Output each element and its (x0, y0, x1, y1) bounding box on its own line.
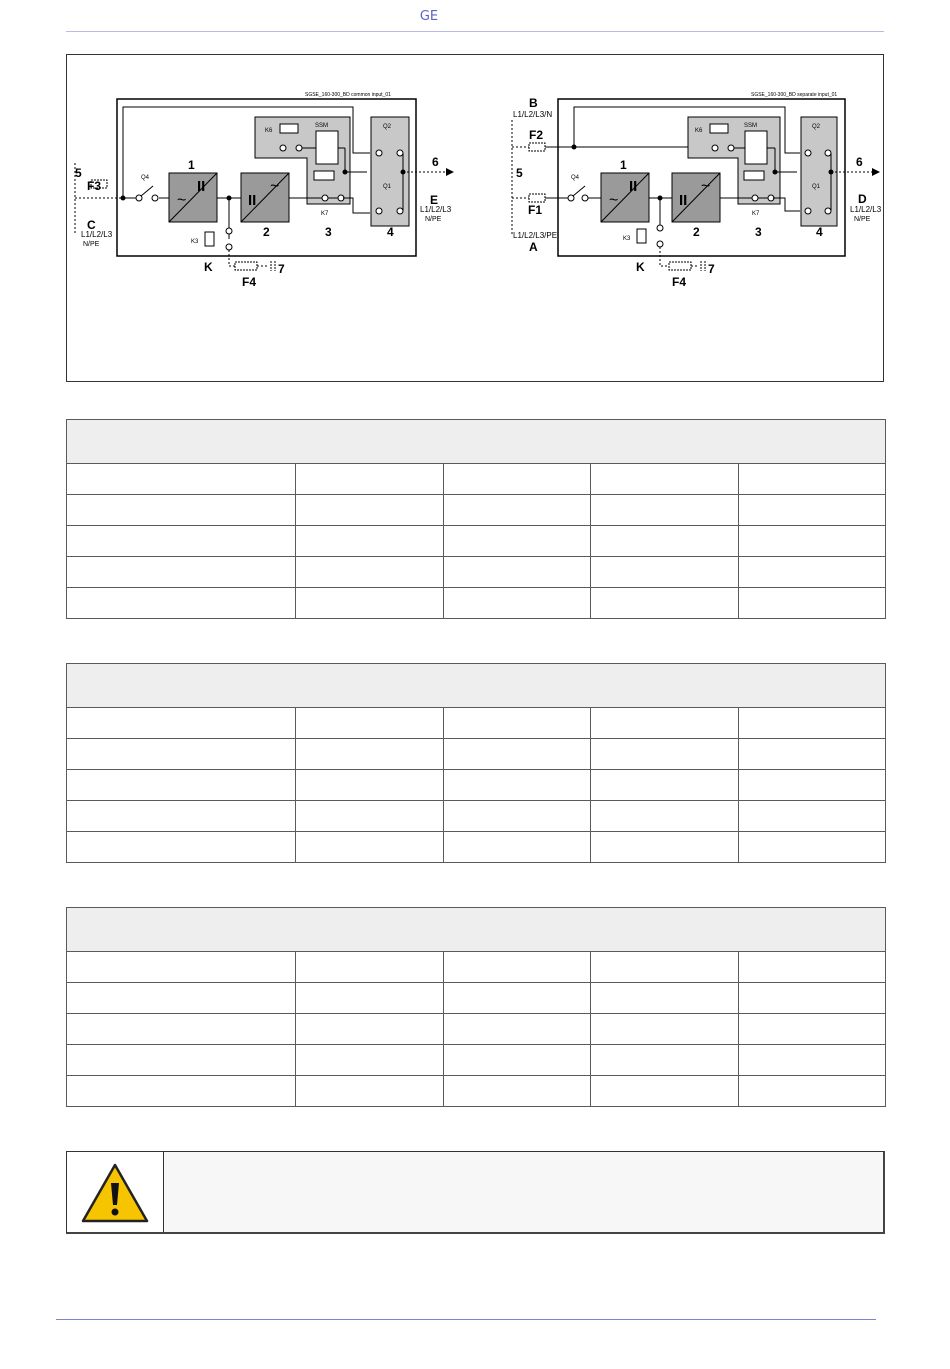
svg-text:L1/L2/L3: L1/L2/L3 (81, 230, 113, 239)
svg-text:A: A (529, 240, 538, 254)
wiring-diagrams-frame (66, 54, 884, 382)
table-row (67, 495, 886, 526)
table-row (67, 708, 886, 739)
svg-text:Q4: Q4 (141, 175, 150, 181)
table-row (67, 557, 886, 588)
svg-text:5: 5 (75, 166, 82, 180)
svg-text:3: 3 (325, 225, 332, 239)
svg-text:2: 2 (263, 225, 270, 239)
svg-text:K3: K3 (191, 239, 199, 245)
svg-text:F4: F4 (242, 275, 257, 289)
svg-text:K6: K6 (695, 128, 703, 134)
table-row (67, 952, 886, 983)
svg-text:B: B (529, 96, 538, 110)
svg-text:N/PE: N/PE (854, 216, 871, 223)
svg-text:F1: F1 (528, 203, 543, 217)
wiring-diagrams (67, 55, 885, 383)
svg-text:2: 2 (693, 225, 700, 239)
svg-text:Q4: Q4 (571, 175, 580, 181)
svg-text:II: II (248, 192, 257, 209)
footer-divider (56, 1319, 876, 1320)
svg-text:3: 3 (755, 225, 762, 239)
diagram-caption: SGSE_160-300_BD common input_01 (305, 92, 391, 98)
svg-text:~: ~ (177, 192, 187, 209)
table-row (67, 832, 886, 863)
warning-icon-cell (67, 1152, 164, 1232)
svg-text:K7: K7 (321, 211, 329, 217)
header-divider (66, 31, 884, 32)
svg-text:C: C (87, 218, 96, 232)
spec-table-1 (66, 419, 886, 619)
svg-text:SGSE_160-300_BD separate input: SGSE_160-300_BD separate input_01 (751, 92, 838, 98)
svg-text:K: K (636, 260, 645, 274)
svg-text:6: 6 (856, 155, 863, 169)
table-row (67, 770, 886, 801)
table-row (67, 1076, 886, 1107)
spec-table-3 (66, 907, 886, 1107)
svg-text:Q1: Q1 (812, 184, 821, 190)
svg-text:5: 5 (516, 166, 523, 180)
svg-text:E: E (430, 193, 439, 207)
spec-table-2 (66, 663, 886, 863)
svg-text:1: 1 (620, 158, 627, 172)
table-row (67, 983, 886, 1014)
svg-text:D: D (858, 192, 867, 206)
svg-text:F3: F3 (87, 179, 102, 193)
table-row (67, 801, 886, 832)
svg-text:K6: K6 (265, 128, 273, 134)
warning-box (66, 1151, 885, 1234)
table-row (67, 526, 886, 557)
table-title (67, 420, 886, 464)
svg-text:K: K (204, 260, 213, 274)
svg-text:SSM: SSM (744, 123, 758, 129)
svg-text:Q2: Q2 (812, 124, 821, 130)
table-row (67, 588, 886, 619)
svg-text:N/PE: N/PE (83, 241, 100, 248)
svg-text:~: ~ (609, 192, 619, 209)
svg-text:II: II (679, 192, 688, 209)
svg-text:~: ~ (701, 178, 711, 195)
warning-triangle-icon (81, 1163, 149, 1223)
svg-text:K7: K7 (752, 211, 760, 217)
svg-text:L1/L2/L3/PE: L1/L2/L3/PE (513, 231, 558, 240)
svg-text:L1/L2/L3: L1/L2/L3 (420, 205, 452, 214)
table-row (67, 1014, 886, 1045)
svg-text:F4: F4 (672, 275, 687, 289)
svg-text:6: 6 (432, 155, 439, 169)
svg-text:7: 7 (708, 262, 715, 276)
diagram-common-input (75, 92, 453, 289)
svg-text:4: 4 (387, 225, 394, 239)
svg-text:~: ~ (270, 178, 280, 195)
svg-text:Q1: Q1 (383, 184, 392, 190)
table-row (67, 1045, 886, 1076)
table-title (67, 664, 886, 708)
table-row (67, 464, 886, 495)
svg-text:F2: F2 (529, 128, 544, 142)
svg-text:L1/L2/L3/N: L1/L2/L3/N (513, 110, 553, 119)
svg-text:II: II (197, 178, 206, 195)
svg-text:4: 4 (816, 225, 823, 239)
svg-text:II: II (629, 178, 638, 195)
page-header-title: GE (419, 9, 439, 24)
table-row (67, 739, 886, 770)
svg-text:K3: K3 (623, 236, 631, 242)
diagram-separate-input (512, 92, 882, 289)
svg-text:N/PE: N/PE (425, 216, 442, 223)
svg-text:SSM: SSM (315, 123, 329, 129)
svg-text:L1/L2/L3: L1/L2/L3 (850, 205, 882, 214)
table-title (67, 908, 886, 952)
svg-text:Q2: Q2 (383, 124, 392, 130)
svg-text:7: 7 (278, 262, 285, 276)
svg-text:1: 1 (188, 158, 195, 172)
